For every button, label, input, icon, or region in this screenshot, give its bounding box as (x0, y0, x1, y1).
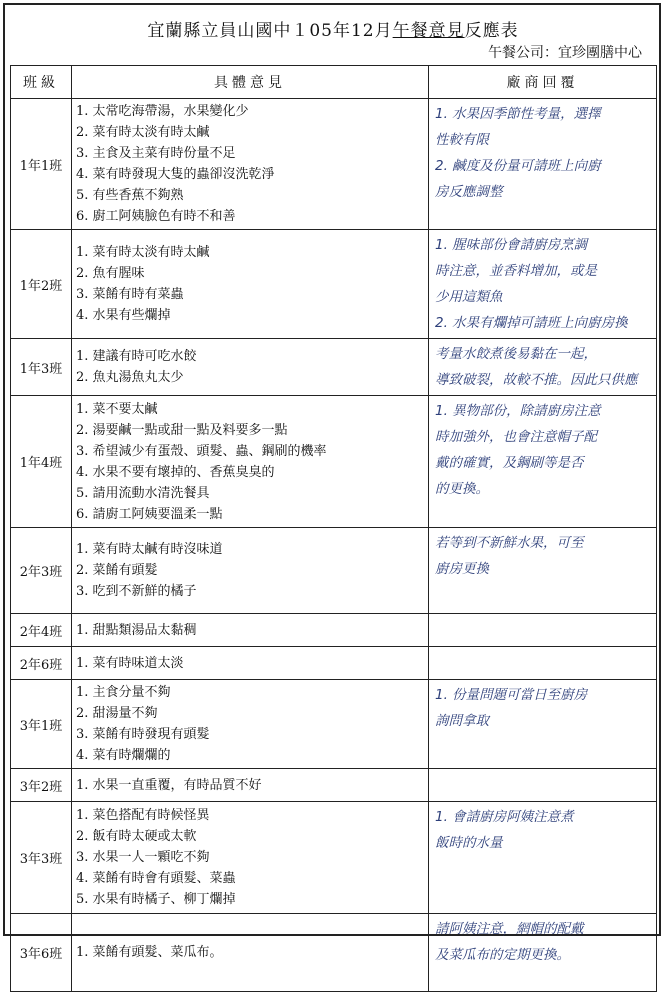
reply-line: 導致破裂，故較不推。因此只供應 (435, 372, 638, 388)
reply-line: 1. 異物部份，除請廚房注意 (435, 403, 601, 419)
opinions-cell (72, 99, 429, 230)
reply-line: 1. 水果因季節性考量，選擇 (435, 106, 601, 122)
reply-cell (429, 802, 657, 914)
reply-line: 1. 份量問題可當日至廚房 (435, 687, 588, 703)
opinion-item: 4. 水果有些爛掉 (76, 308, 171, 323)
opinions-cell (72, 802, 429, 914)
class-cell: 2年6班 (11, 647, 72, 680)
class-cell: 3年3班 (11, 802, 72, 914)
opinion-item: 3. 水果一人一顆吃不夠 (76, 850, 210, 865)
reply-line: 2. 水果有爛掉可請班上向廚房換 (435, 315, 628, 331)
reply-cell (429, 614, 657, 647)
opinion-item: 6. 廚工阿姨臉色有時不和善 (76, 209, 236, 224)
opinion-item: 2. 魚有腥味 (76, 266, 145, 281)
opinion-item: 2. 甜湯量不夠 (76, 706, 158, 721)
reply-line: 廚房更換 (435, 561, 489, 577)
class-cell: 2年3班 (11, 528, 72, 614)
table-row (11, 230, 657, 339)
opinions-cell (72, 396, 429, 528)
reply-line: 請阿姨注意，網帽的配戴 (435, 921, 584, 937)
reply-line: 及菜瓜布的定期更換。 (435, 947, 570, 963)
opinions-cell (72, 614, 429, 647)
opinion-item: 2. 魚丸湯魚丸太少 (76, 370, 184, 385)
table-row (11, 914, 657, 992)
reply-line: 飯時的水量 (435, 835, 503, 851)
opinion-item: 6. 請廚工阿姨要溫柔一點 (76, 506, 223, 522)
opinion-item: 1. 菜不要太鹹 (76, 401, 158, 417)
class-cell: 3年2班 (11, 769, 72, 802)
opinion-item: 1. 菜餚有頭髮、菜瓜布。 (76, 945, 223, 960)
reply-cell (429, 680, 657, 769)
opinion-item: 2. 飯有時太硬或太軟 (76, 829, 197, 844)
reply-cell (429, 230, 657, 339)
class-cell: 1年2班 (11, 230, 72, 339)
table-row (11, 802, 657, 914)
table-row (11, 769, 657, 802)
reply-line: 少用這類魚 (435, 289, 503, 305)
opinion-item: 3. 菜餚有時發現有頭髮 (76, 727, 210, 742)
opinion-item: 4. 水果不要有壞掉的、香蕉臭臭的 (76, 464, 275, 480)
table-header-row (11, 66, 657, 99)
reply-line: 1. 腥味部份會請廚房烹調 (435, 237, 588, 253)
reply-cell (429, 339, 657, 396)
opinion-item: 1. 菜有時太鹹有時沒味道 (76, 542, 223, 557)
opinion-item: 3. 菜餚有時有菜蟲 (76, 287, 184, 302)
header-opinions: 具體意見 (72, 66, 429, 99)
reply-line: 性較有限 (435, 132, 489, 148)
opinion-item: 1. 太常吃海帶湯，水果變化少 (76, 104, 249, 119)
header-class: 班級 (11, 66, 72, 99)
table-row (11, 528, 657, 614)
reply-cell (429, 914, 657, 992)
class-cell: 2年4班 (11, 614, 72, 647)
reply-line: 時加強外，也會注意帽子配 (435, 429, 597, 445)
table-row (11, 99, 657, 230)
class-cell: 1年1班 (11, 99, 72, 230)
opinion-item: 4. 菜有時爛爛的 (76, 748, 171, 763)
opinions-cell (72, 680, 429, 769)
opinion-item: 2. 湯要鹹一點或甜一點及料要多一點 (76, 422, 288, 438)
opinions-cell (72, 647, 429, 680)
reply-line: 戴的確實，及鋼刷等是否 (435, 455, 584, 471)
opinion-item: 1. 主食分量不夠 (76, 685, 171, 700)
opinions-cell (72, 914, 429, 992)
reply-line: 1. 會請廚房阿姨注意煮 (435, 809, 574, 825)
reply-line: 時注意，並香料增加，或是 (435, 263, 597, 279)
reply-cell (429, 528, 657, 614)
class-cell: 1年4班 (11, 396, 72, 528)
table-row (11, 680, 657, 769)
class-cell: 1年3班 (11, 339, 72, 396)
opinion-item: 3. 主食及主菜有時份量不足 (76, 146, 236, 161)
opinion-item: 1. 甜點類湯品太黏稠 (76, 622, 197, 638)
opinions-cell (72, 339, 429, 396)
opinion-item: 1. 菜色搭配有時候怪異 (76, 808, 210, 823)
reply-cell (429, 769, 657, 802)
class-cell: 3年1班 (11, 680, 72, 769)
opinion-item: 3. 希望減少有蛋殼、頭髮、蟲、鋼刷的機率 (76, 443, 327, 459)
opinion-item: 1. 菜有時味道太淡 (76, 655, 184, 671)
opinion-item: 2. 菜有時太淡有時太鹹 (76, 125, 210, 140)
opinion-item: 5. 水果有時橘子、柳丁爛掉 (76, 892, 236, 907)
opinion-item: 1. 水果一直重覆，有時品質不好 (76, 777, 262, 793)
reply-line: 詢問拿取 (435, 713, 489, 729)
table-row (11, 614, 657, 647)
opinions-cell (72, 769, 429, 802)
table-row (11, 396, 657, 528)
reply-cell (429, 99, 657, 230)
table-row (11, 339, 657, 396)
opinion-item: 2. 菜餚有頭髮 (76, 563, 158, 578)
reply-cell (429, 647, 657, 680)
reply-line: 的更換。 (435, 481, 489, 497)
opinion-item: 3. 吃到不新鮮的橘子 (76, 584, 197, 599)
opinions-cell (72, 528, 429, 614)
feedback-table (10, 65, 657, 992)
opinion-item: 1. 建議有時可吃水餃 (76, 349, 197, 364)
page-title: 宜蘭縣立員山國中１05年12月午餐意見反應表 (147, 21, 519, 41)
opinion-item: 4. 菜有時發現大隻的蟲卻沒洗乾淨 (76, 167, 275, 182)
reply-cell (429, 396, 657, 528)
reply-line: 若等到不新鮮水果，可至 (435, 535, 584, 551)
reply-line: 考量水餃煮後易黏在一起， (435, 346, 597, 362)
reply-line: 房反應調整 (435, 184, 503, 200)
opinions-cell (72, 230, 429, 339)
header-reply: 廠商回覆 (429, 66, 657, 99)
opinion-item: 5. 有些香蕉不夠熟 (76, 188, 184, 203)
opinion-item: 4. 菜餚有時會有頭髮、菜蟲 (76, 871, 236, 886)
vendor-label: 午餐公司：宜珍團膳中心 (488, 45, 642, 61)
table-row (11, 647, 657, 680)
opinion-item: 5. 請用流動水清洗餐具 (76, 485, 210, 501)
reply-line: 2. 鹹度及份量可請班上向廚 (435, 158, 601, 174)
class-cell: 3年6班 (11, 914, 72, 992)
opinion-item: 1. 菜有時太淡有時太鹹 (76, 245, 210, 260)
